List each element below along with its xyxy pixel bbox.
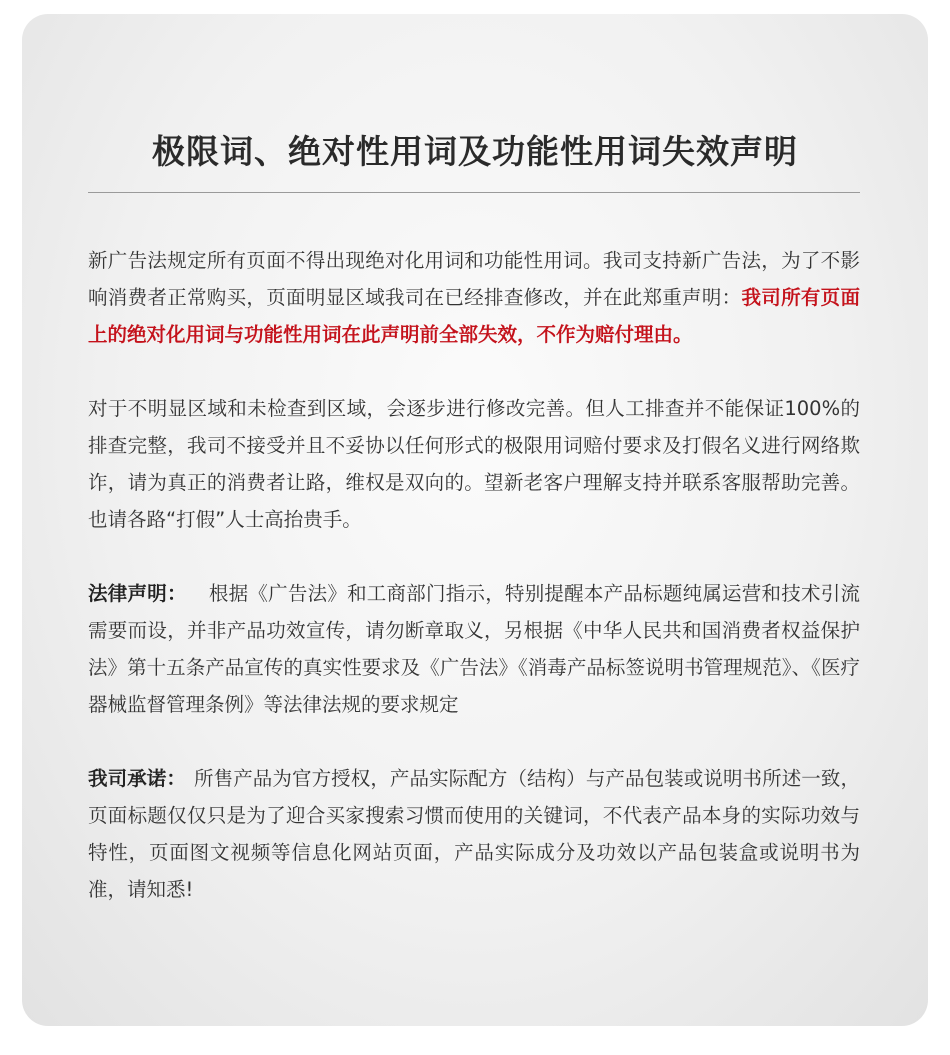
- paragraph-legal: [88, 575, 860, 723]
- paragraph-inspection: [88, 390, 860, 538]
- invalidation-notice: 我司所有页面上的绝对化用词与功能性用词在此声明前全部失效，不作为赔付理由。: [88, 286, 860, 346]
- paragraph-commitment: [88, 760, 860, 908]
- statement-card: [22, 14, 928, 1026]
- commitment-label: 我司承诺：: [88, 767, 186, 790]
- paragraph-ad-law: [88, 242, 860, 353]
- legal-statement-text: 根据《广告法》和工商部门指示，特别提醒本产品标题纯属运营和技术引流需要而设，并非产品功效宣传，请勿断章取义，另根据《中华人民共和国消费者权益保护法》第十五条产品宣传的真实性要求及《广告法》《消毒产品标签说明书管理规范》、《医疗器械监督管理条例》等法律法规的要求规定: [88, 582, 860, 716]
- legal-statement-label: 法律声明：: [88, 582, 187, 605]
- title-divider: [88, 192, 860, 193]
- paragraph-inspection-text: 对于不明显区域和未检查到区域，会逐步进行修改完善。但人工排查并不能保证100%的排查完整，我司不接受并且不妥协以任何形式的极限用词赔付要求及打假名义进行网络欺诈，请为真正的消费者让路，维权是双向的。望新老客户理解支持并联系客服帮助完善。也请各路“打假”人士高抬贵手。: [88, 397, 860, 531]
- statement-body: [88, 242, 860, 945]
- paragraph-ad-law-text: 新广告法规定所有页面不得出现绝对化用词和功能性用词。我司支持新广告法，为了不影响消费者正常购买，页面明显区域我司在已经排查修改，并在此郑重声明：: [88, 249, 860, 309]
- page-title: 极限词、绝对性用词及功能性用词失效声明: [152, 132, 798, 171]
- commitment-text: 所售产品为官方授权，产品实际配方（结构）与产品包装或说明书所述一致，页面标题仅仅只是为了迎合买家搜索习惯而使用的关键词，不代表产品本身的实际功效与特性，页面图文视频等信息化网站页面，产品实际成分及功效以产品包装盒或说明书为准，请知悉!: [88, 767, 860, 901]
